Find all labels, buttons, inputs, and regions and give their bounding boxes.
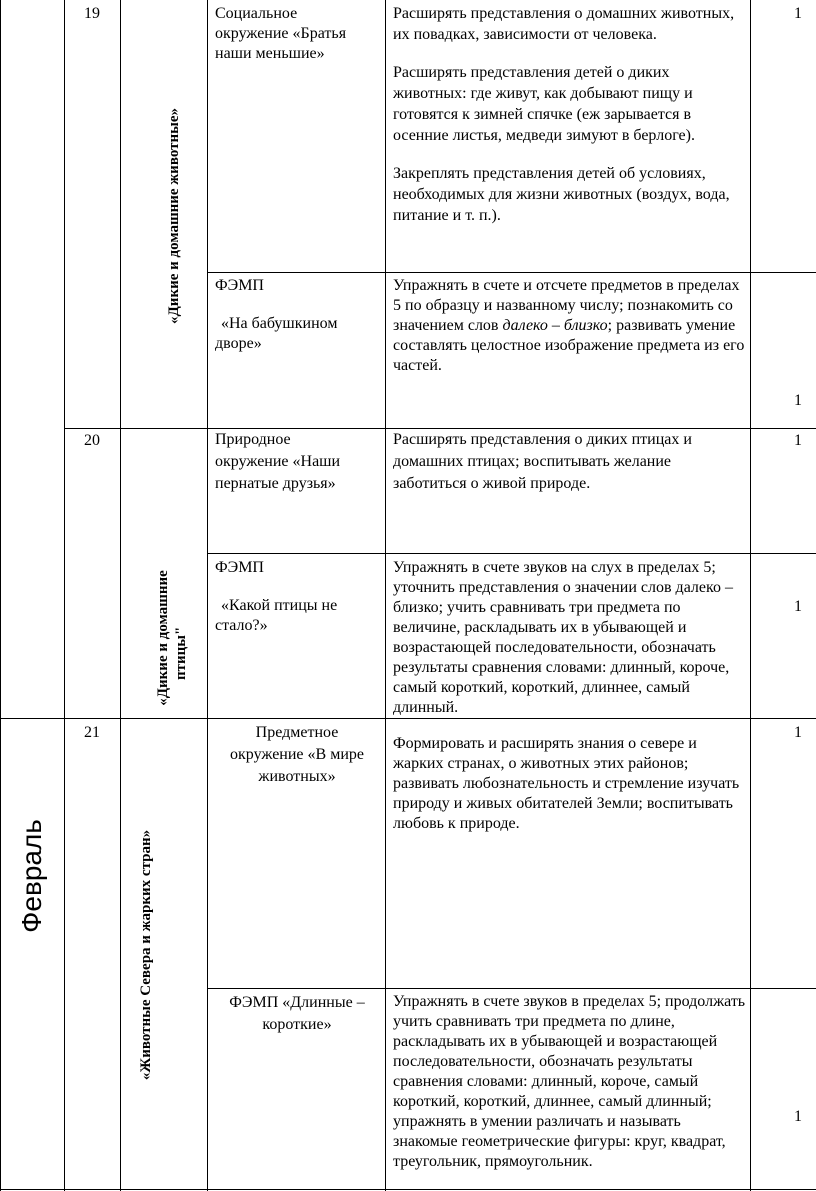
table-border-col2: [120, 0, 121, 1191]
activity-description: Упражнять в счете звуков на слух в пределах 5; уточнить представления о значении слов далеко – близко; учить сравнивать три предмета по величине, раскладывать их в убывающей и возрастающей последовательности, обозначать результаты сравнения словами: длинный, короче, самый короткий, короткий, длиннее, самый длинный.: [393, 559, 733, 716]
hours-value: 1: [794, 1108, 802, 1125]
activity-description: Расширять представления о домашних животных, их повадках, зависимости от человека. Расширять представления детей о диких животных: где живут, как добывают пищу и готовятся к зимней спячке (еж зарывается в осенние листья, медведи зимуют в берлоге). Закреплять представления детей об условиях, необходимых для жизни животных (воздух, вода, питание и т. п.).: [393, 5, 735, 224]
theme-label: «Дикие и домашние животные»: [166, 107, 182, 325]
row-number: 21: [84, 724, 100, 741]
table-border-bottom: [0, 1189, 816, 1190]
activity-title: ФЭМП «Какой птицы не стало?»: [215, 559, 338, 634]
activity-title: Социальное окружение «Братья наши меньшие»: [215, 5, 347, 62]
row-divider-19a: [207, 272, 816, 273]
table-border-col3: [207, 0, 208, 1191]
table-border-left: [0, 0, 1, 1191]
hours-value: 1: [794, 392, 802, 409]
activity-description: Упражнять в счете и отсчете предметов в пределах 5 по образцу и названному числу; познакомить со значением слов далеко – близко; развивать умение составлять целостное изображение предмета из его частей.: [393, 277, 745, 374]
theme-label: «Дикие и домашние птицы": [155, 570, 189, 706]
activity-title: Природное окружение «Наши пернатые друзья»: [215, 431, 341, 492]
hours-value: 1: [794, 5, 802, 22]
activity-title: ФЭМП «На бабушкином дворе»: [215, 277, 338, 352]
hours-value: 1: [794, 432, 802, 449]
table-border-col4: [385, 0, 386, 1191]
table-border-col5: [750, 0, 751, 1191]
hours-value: 1: [794, 724, 802, 741]
activity-title: ФЭМП «Длинные – короткие»: [229, 994, 365, 1033]
activity-description: Упражнять в счете звуков в пределах 5; продолжать учить сравнивать три предмета по длине, раскладывать их в убывающей и возрастающей последовательности, обозначать результаты сравнения словами: длинный, короче, самый короткий, короткий, длиннее, самый длинный; упражнять в умении различать и называть знакомые геометрические фигуры: круг, квадрат, треугольник, прямоугольник.: [393, 993, 746, 1170]
row-number: 19: [84, 5, 100, 22]
activity-description: Расширять представления о диких птицах и домашних птицах; воспитывать желание заботиться о живой природе.: [393, 431, 692, 492]
theme-label: «Животные Севера и жарких стран»: [138, 829, 154, 1081]
row-divider-21a: [207, 988, 816, 989]
table-border-col1: [64, 0, 65, 1191]
row-divider-20-21: [0, 718, 816, 719]
hours-value: 1: [794, 598, 802, 615]
activity-description: Формировать и расширять знания о севере и жарких странах, о животных этих районов; развивать любознательность и стремление изучать природу и живых обитателей Земли; воспитывать любовь к природе.: [393, 735, 740, 832]
row-number: 20: [84, 432, 100, 449]
row-divider-20a: [207, 553, 816, 554]
month-label: Февраль: [16, 819, 47, 933]
activity-title: Предметное окружение «В мире животных»: [230, 724, 364, 785]
